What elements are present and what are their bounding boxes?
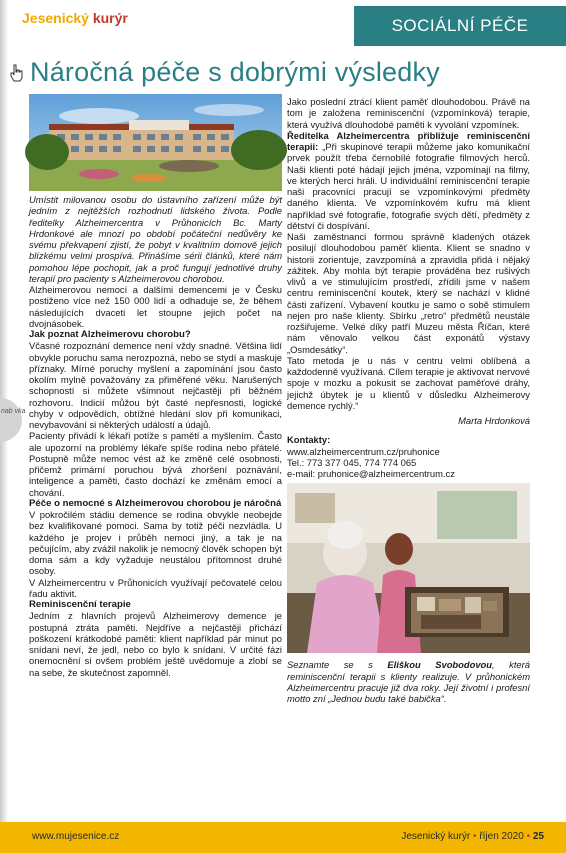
caption-text: , která reminiscenční terapii s klienty realizuje. V průhonickém Alzheimercentru pracuje již dva roky. Její životní i profesní motto zní „Jednou budu také babička“. [287,659,530,704]
photo-caption [287,659,530,704]
author-signature: Marta Hrdonková [458,415,530,426]
right-column [287,96,530,704]
paragraph: Naši zaměstnanci formou správně kladených otázek posilují dlouhodobou paměť klienta. Klient se snadno v historii zorientuje, zavzpomíná a zpravidla přidá i nějaký zážitek. Aby mohla být terapie prováděna bez rušivých vlivů a ve stimulujícím prostředí, zřídili jsme v našem centru reminiscenční koutek, který se nachází v klidné části zařízení. Vybavení koutku je samo o sobě stimulem nejen pro naše klienty. Sbírku „retro“ předmětů neustále rozšiřujeme. Velké díky patří Muzeu města Říčan, které nám věnovalo velkou část exponátů výstavy „Osmdesátky“. [287,231,530,355]
caption-name: Eliškou Svobodovou [387,659,493,671]
subheading: Jak poznat Alzheimerovu chorobu? [29,329,191,340]
masthead-logo [22,10,128,26]
footer-date: říjen 2020 [479,831,524,842]
paragraph: V pokročilém stádiu demence se rodina obvykle neobejde bez kvalifikované pomoci. Sama by totiž péči nezvládla. U každého je projev i průběh nemoci jiný, a tak je na pečujícím, aby zvážil nakolik je nemocný člověk schopen být doma sám a kdy vyžaduje neustálou přítomnost druhé osoby. [29,509,282,577]
left-column [29,94,282,678]
quote-text: „Při skupinové terapii můžeme jako komunikační prvek použít třeba černobílé fotografie filmových herců. Naši klienti poté hádají jejich jména, vzpomínají na filmy, ve kterých herci hráli. U individuální reminiscenční terapie naši pracovníci pracují se vzpomínkovými předměty daného klienta. Ve vzpomínkovém kufru má klient například své fotografie, fotografie svých dětí, předměty z dětství či dospívání. [287,141,530,231]
side-tab-marker: nab vka [0,398,22,442]
intro-paragraph: Umístit milovanou osobu do ústavního zařízení může být jedním z nejtěžších rozhodnutí lidského života. Podle ředitelky Alzheimercentra v Průhonicích Bc. Marty Hrdonkové ale mnozí po období počáteční nedůvěry ke svému překvapení zjistí, že pobyt v kvalitním domově jejich blízkému velmi prospívá. Přinášíme sérii článků, které nám pomohou lépe pochopit, jak a proč fungují jednotlivé druhy terapií pro pacienty s Alzheimerovou chorobou. [29,194,282,284]
therapy-photo [287,483,530,653]
paragraph: Jedním z hlavních projevů Alzheimerovy demence je postupná ztráta paměti. Nejdříve a nejčastěji přichází poškození krátkodobé paměti: klient například pár minut po snídani neví, že jedl, nebo co bylo k snídani. V určité fázi onemocnění si ovšem problém ještě uvědomuje a zlobí se na sebe, že skutečnost zapomněl. [29,610,282,678]
building-photo [29,94,282,191]
subheading: Reminiscenční terapie [29,599,131,610]
paragraph: Jako poslední ztrácí klient paměť dlouhodobou. Právě na tom je založena reminiscenční (vzpomínková) terapie, která využívá dlouhodobé paměti k vyvolání vzpomínek. [287,96,530,130]
paragraph [287,130,530,231]
subheading: Péče o nemocné s Alzheimerovou chorobou je náročná [29,497,282,509]
paragraph: Pacienty přivádí k lékaři potíže s pamětí a myšlením. Často ale upozorní na problémy lékaře spíše rodina nebo přátelé. Postupně může nemoc vést až ke změně celé osobnosti, přičemž primární poruchou bývá zhoršení poznávání, inteligence a paměti, často dochází ke změnám emocí a chování. [29,430,282,498]
contact-phone: Tel.: 773 377 045, 774 774 065 [287,456,417,468]
paragraph: Včasné rozpoznání demence není vždy snadné. Většina lidí obvykle poruchu sama nerozpozná, nebo se stydí a maskuje příznaky. Mírné poruchy myšlení a zapomínání jsou často okolím mylně považovány za přiměřené věku. Narušených schopností si můžete všimnout nejčastěji při běžném rozhovoru. Indicií můžou být časté nepřesnosti, logické chyby v odpovědích, obtížné hledání slov při komunikaci, nevybavování si některých událostí a údajů. [29,340,282,430]
page-number: 25 [532,831,544,842]
paragraph: Tato metoda je u nás v centru velmi oblíbená a každodenně využívaná. Cílem terapie je aktivovat nervové spoje v mozku a pokusit se zachovat paměťové dráhy, jejichž úbytek je u klientů v důsledku Alzheimerovy demence rychlý.“ [287,354,530,411]
footer-issue-info [401,831,544,842]
article-headline: Náročná péče s dobrými výsledky [30,57,440,87]
footer-publication: Jesenický kurýr [401,831,471,842]
footer-separator: • [470,831,480,842]
contact-email-link[interactable]: e-mail: pruhonice@alzheimercentrum.cz [287,468,455,479]
hand-cursor-icon [10,64,24,82]
footer-url-link[interactable]: www.mujesenice.cz [32,831,120,842]
contacts-title: Kontakty: [287,434,331,446]
page-footer [0,822,566,853]
contacts-block [287,434,530,479]
masthead-part2: kurýr [92,10,128,26]
paragraph: V Alzheimercentru v Průhonicích využívají pečovatelé celou řadu aktivit. [29,576,282,599]
section-tab: SOCIÁLNÍ PÉČE [354,6,566,46]
paragraph: Alzheimerovou nemocí a dalšími demencemi je v Česku postiženo více než 150 000 lidí a odhaduje se, že během následujících dvaceti let stoupne jejich počet na dvojnásobek. [29,284,282,329]
contact-web-link[interactable]: www.alzheimercentrum.cz/pruhonice [287,445,440,457]
quote-lead: Ředitelka Alzheimercentra přibližuje reminiscenční terapii: [287,129,530,152]
footer-separator: • [523,831,533,842]
caption-text: Seznamte se s [287,659,388,671]
masthead-part1: Jesenický [22,10,93,26]
